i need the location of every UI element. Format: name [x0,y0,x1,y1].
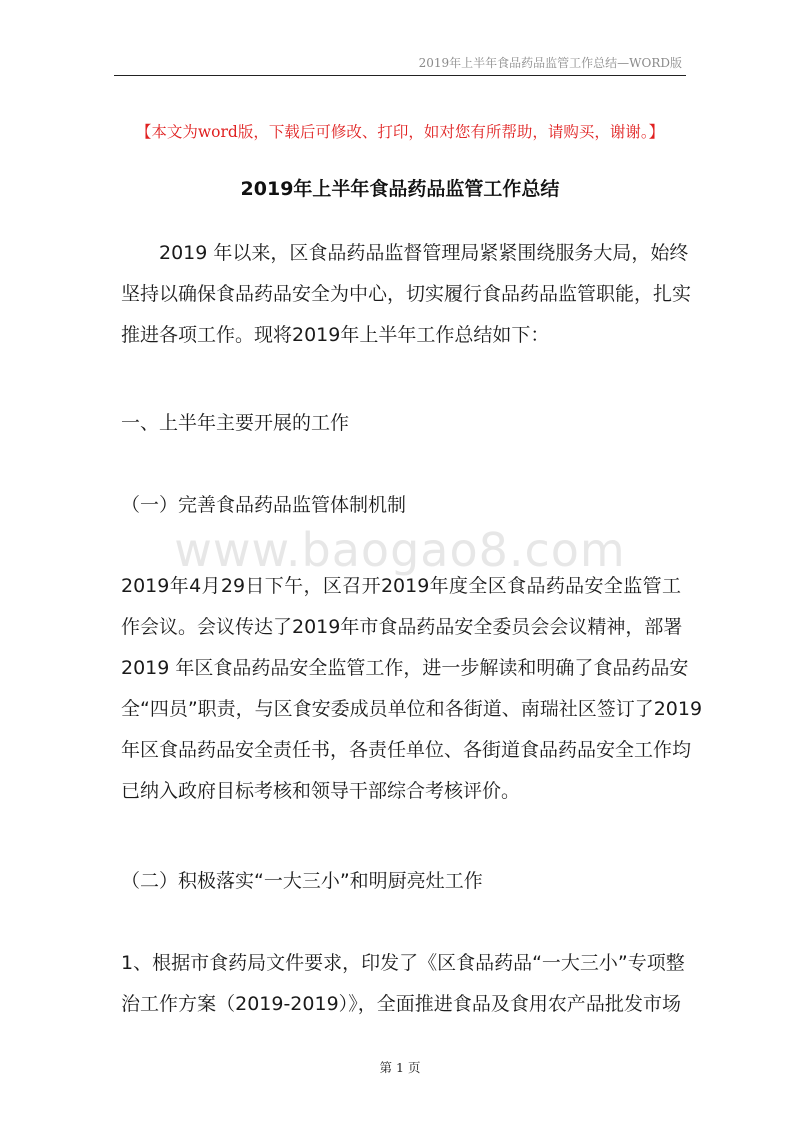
intro-paragraph [121,233,692,356]
body-paragraph-2 [121,943,685,1025]
body-paragraph-1 [121,566,703,812]
document-title: 2019年上半年食品药品监管工作总结 [240,178,560,200]
purchase-notice: 【本文为word版，下载后可修改、打印，如对您有所帮助，请购买，谢谢。】 [135,123,665,141]
intro-line: 2019 年以来，区食品药品监督管理局紧紧围绕服务大局，始终 [159,242,689,264]
paragraph-line: 全“四员”职责，与区食安委成员单位和各街道、南瑞社区签订了2019 [121,698,703,720]
section-heading: 一、上半年主要开展的工作 [121,412,350,434]
page-number: 第 1 页 [379,1060,421,1075]
paragraph-line: 1、根据市食药局文件要求，印发了《区食品药品“一大三小”专项整 [121,952,685,974]
intro-line: 坚持以确保食品药品安全为中心，切实履行食品药品监管职能，扎实 [121,283,692,305]
running-header: 2019年上半年食品药品监管工作总结—WORD版 [418,56,682,70]
watermark: www.baogao8.com [174,523,626,577]
subsection-heading: （二）积极落实“一大三小”和明厨亮灶工作 [121,870,483,892]
intro-line: 推进各项工作。现将2019年上半年工作总结如下： [121,324,550,346]
paragraph-line: 治工作方案（2019-2019）》，全面推进食品及食用农产品批发市场 [121,993,681,1015]
paragraph-line: 2019 年区食品药品安全监管工作，进一步解读和明确了食品药品安 [121,657,689,679]
paragraph-line: 作会议。会议传达了2019年市食品药品安全委员会会议精神，部署 [121,616,683,638]
subsection-heading: （一）完善食品药品监管体制机制 [121,494,407,516]
paragraph-line: 年区食品药品安全责任书，各责任单位、各街道食品药品安全工作均 [121,739,692,761]
header-divider [114,75,686,76]
paragraph-line: 2019年4月29日下午，区召开2019年度全区食品药品安全监管工 [121,575,681,597]
paragraph-line: 已纳入政府目标考核和领导干部综合考核评价。 [121,780,521,802]
